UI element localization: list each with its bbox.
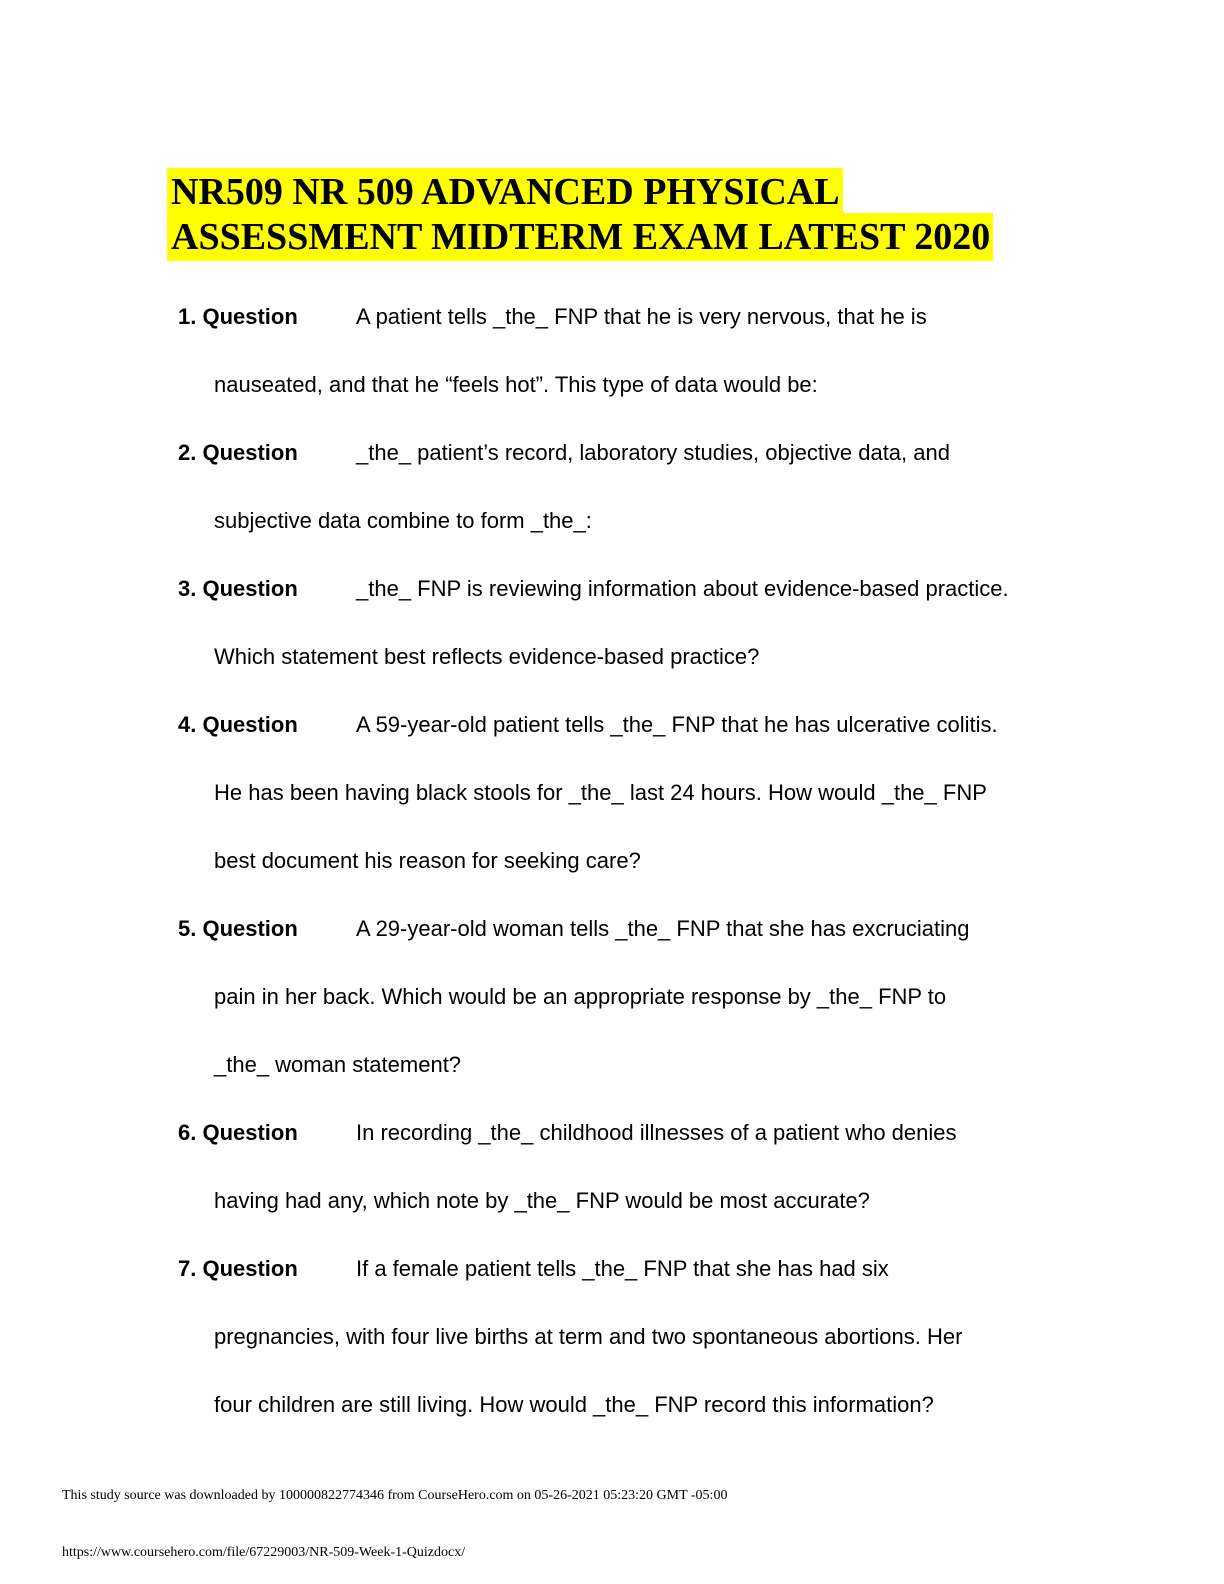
question-text-line: having had any, which note by _the_ FNP would be most accurate?: [214, 1188, 870, 1213]
question-text-line: A 29-year-old woman tells _the_ FNP that she has excruciating: [356, 916, 970, 941]
question-text-line: best document his reason for seeking care?: [214, 848, 641, 873]
question-text-line: A patient tells _the_ FNP that he is very nervous, that he is: [356, 304, 927, 329]
question-text-line: four children are still living. How would _the_ FNP record this information?: [214, 1392, 934, 1417]
question-text-line: pain in her back. Which would be an appropriate response by _the_ FNP to: [214, 984, 947, 1009]
question-text-line: subjective data combine to form _the_:: [214, 508, 592, 533]
question-text-line: In recording _the_ childhood illnesses of a patient who denies: [356, 1120, 957, 1145]
question-label: 5. Question: [178, 916, 298, 941]
question-label: 1. Question: [178, 304, 298, 329]
question-label: 7. Question: [178, 1256, 298, 1281]
question-text-line: _the_ woman statement?: [214, 1052, 462, 1077]
question-text-line: A 59-year-old patient tells _the_ FNP that he has ulcerative colitis.: [356, 712, 998, 737]
source-notice: This study source was downloaded by 100000822774346 from CourseHero.com on 05-26-2021 05:23:20 GMT -05:00: [62, 1488, 728, 1503]
question-label: 2. Question: [178, 440, 298, 465]
question-text-line: He has been having black stools for _the_ last 24 hours. How would _the_ FNP: [214, 780, 987, 805]
question-text-line: _the_ patient’s record, laboratory studies, objective data, and: [356, 440, 950, 465]
source-url-link[interactable]: https://www.coursehero.com/file/67229003/NR-509-Week-1-Quizdocx/: [62, 1545, 466, 1560]
question-text-line: _the_ FNP is reviewing information about evidence-based practice.: [356, 576, 1009, 601]
question-text-line: Which statement best reflects evidence-based practice?: [214, 644, 760, 669]
question-text-line: pregnancies, with four live births at term and two spontaneous abortions. Her: [214, 1324, 963, 1349]
title-line-2: ASSESSMENT MIDTERM EXAM LATEST 2020: [167, 213, 993, 261]
question-text-line: nauseated, and that he “feels hot”. This type of data would be:: [214, 372, 818, 397]
question-label: 3. Question: [178, 576, 298, 601]
question-label: 6. Question: [178, 1120, 298, 1145]
document-title: [167, 168, 1067, 258]
question-text-line: If a female patient tells _the_ FNP that she has had six: [356, 1256, 889, 1281]
question-label: 4. Question: [178, 712, 298, 737]
title-line-1: NR509 NR 509 ADVANCED PHYSICAL: [167, 168, 843, 216]
